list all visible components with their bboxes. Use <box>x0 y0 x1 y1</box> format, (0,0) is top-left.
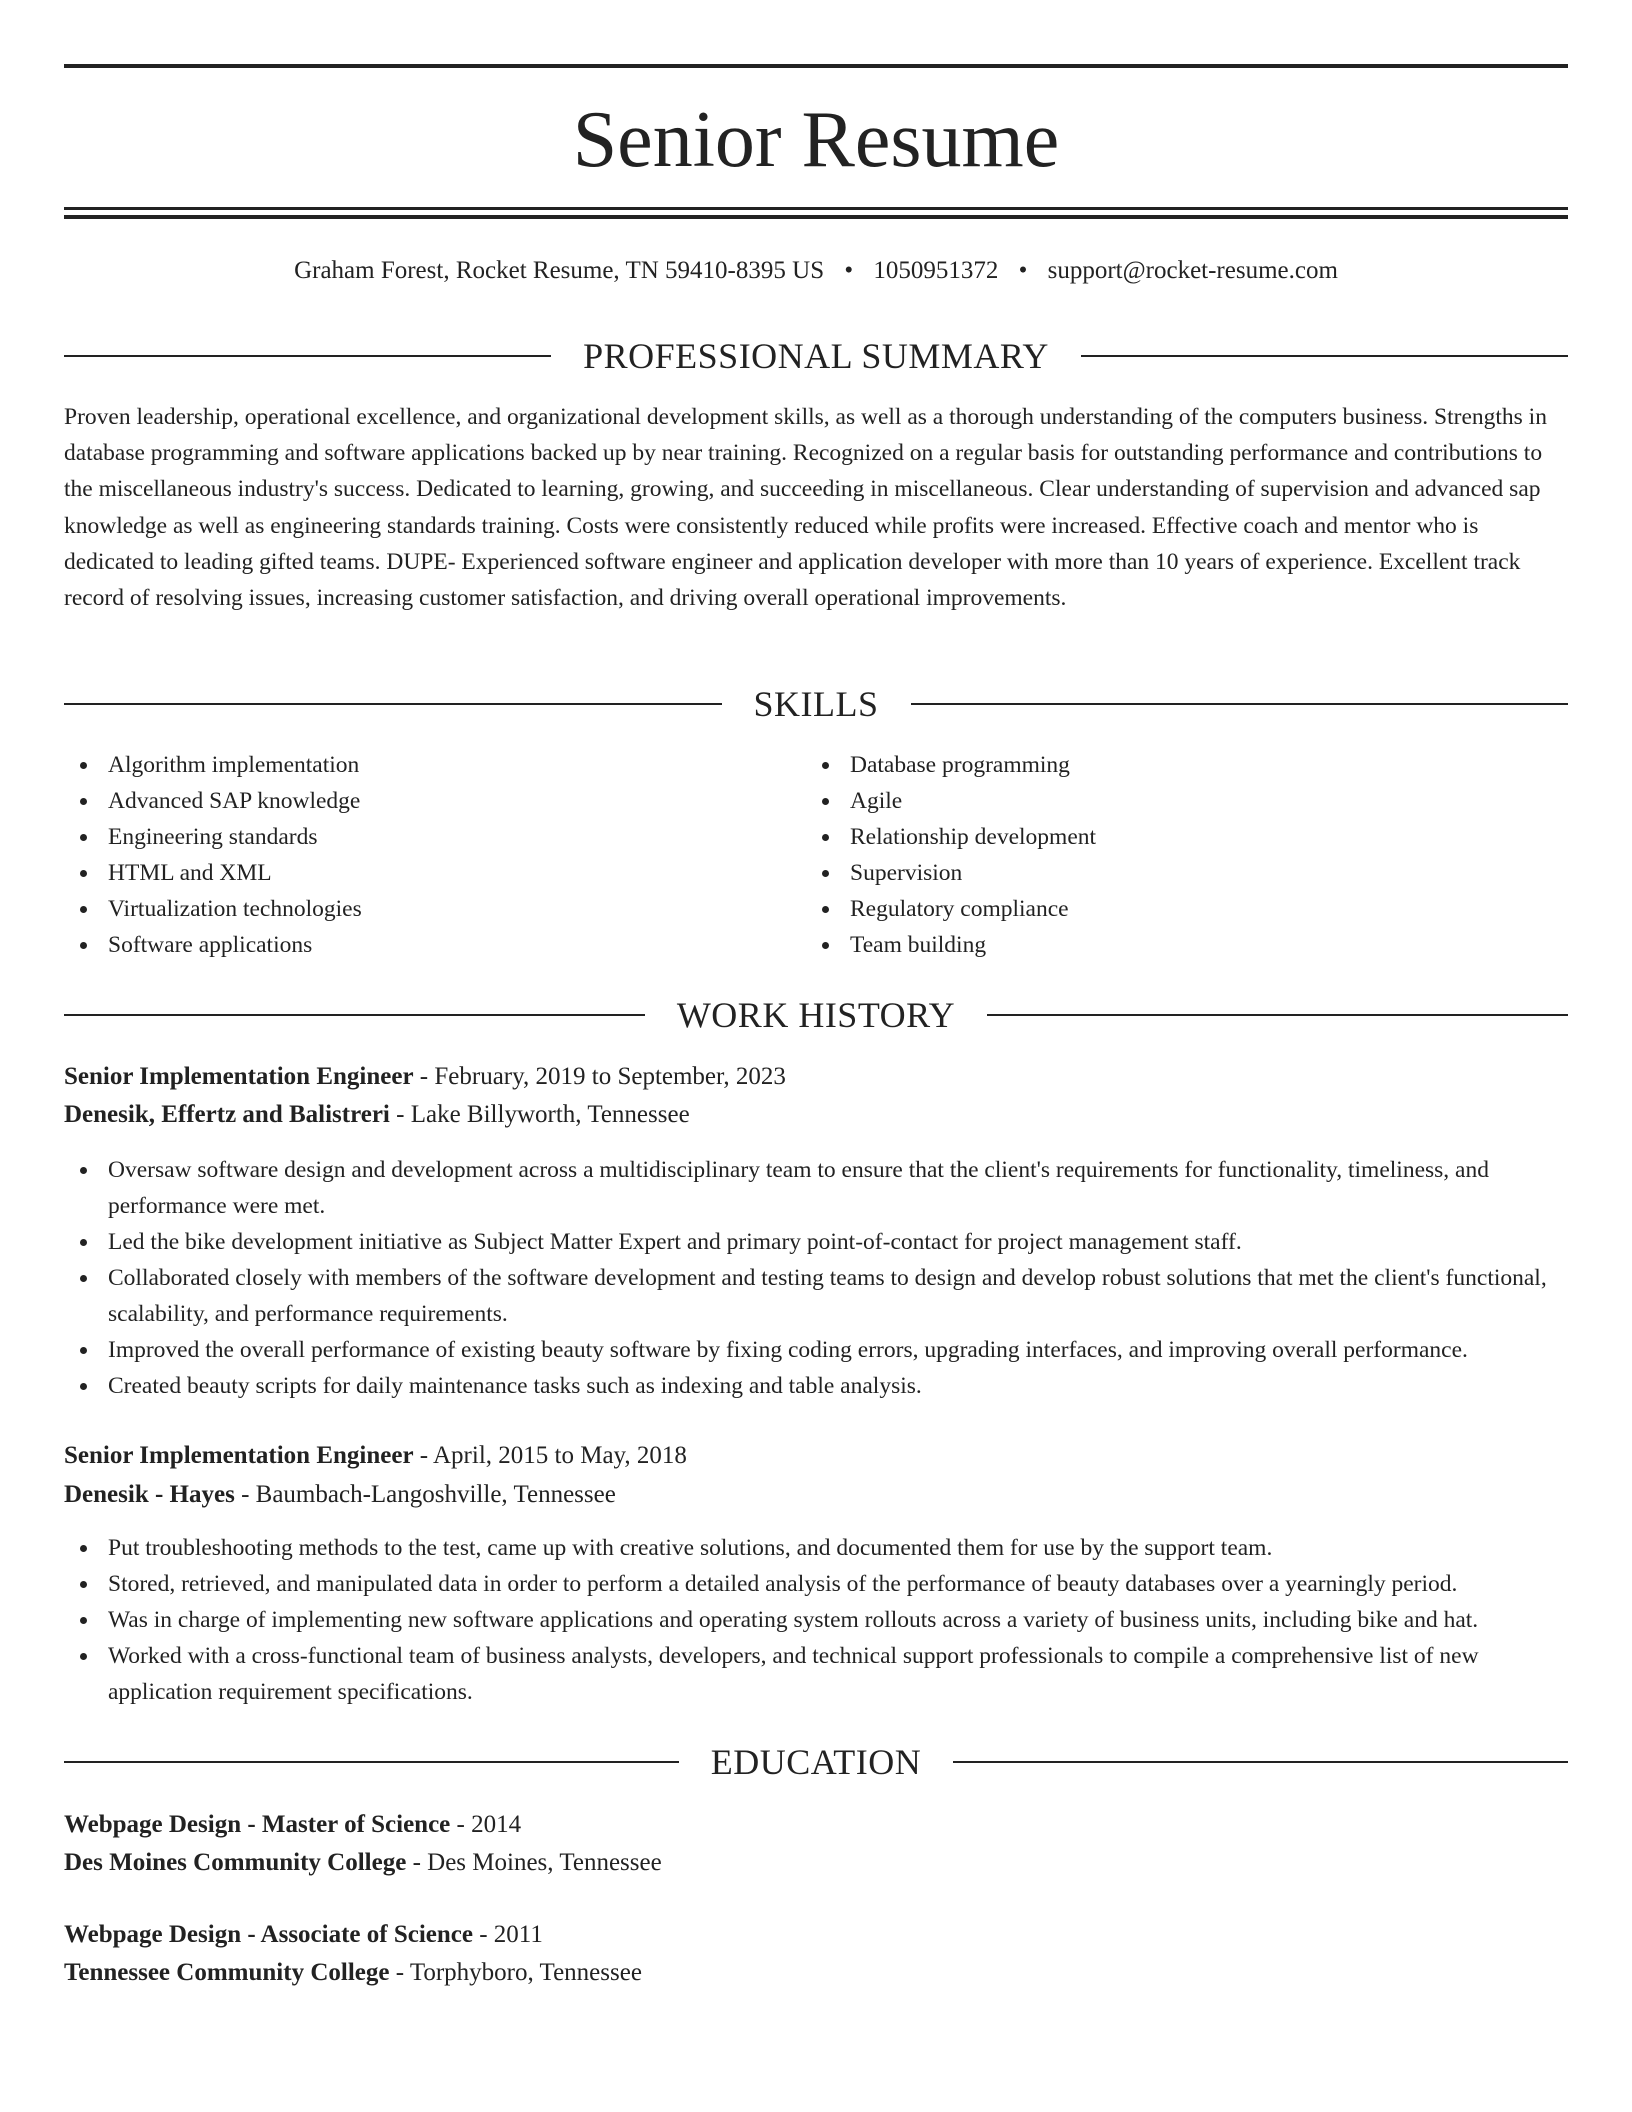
skills-heading-label: SKILLS <box>753 684 879 724</box>
summary-text: Proven leadership, operational excellence, and organizational development skills, as well as a thorough understanding of the computers business. Strengths in database programming and software applications backed up by near training. Recognized on a regular basis for outstanding performance and contributions to the miscellaneous industry's success. Dedicated to learning, growing, and succeeding in miscellaneous. Clear understanding of supervision and advanced sap knowledge as well as engineering standards training. Costs were consistently reduced while profits were increased. Effective coach and mentor who is dedicated to leading gifted teams. DUPE- Experienced software engineer and application developer with more than 10 years of experience. Excellent track record of resolving issues, increasing customer satisfaction, and driving overall operational improvements. <box>64 404 1547 612</box>
education-heading-label: EDUCATION <box>710 1742 922 1782</box>
summary-heading-label: PROFESSIONAL SUMMARY <box>583 336 1049 376</box>
skills-column-left <box>64 747 806 963</box>
skill-item: HTML and XML <box>64 855 806 891</box>
education-school: Tennessee Community College <box>64 1959 390 1986</box>
skill-item: Database programming <box>806 747 1548 783</box>
title-rule-lower <box>64 215 1568 219</box>
education-degree: Webpage Design - Master of Science <box>64 1811 451 1838</box>
heading-rule <box>953 1761 1568 1763</box>
summary-section-heading <box>64 334 1568 378</box>
contact-phone: 1050951372 <box>873 257 999 284</box>
education-section-heading <box>64 1740 1568 1784</box>
job-bullet: Oversaw software design and development across a multidisciplinary team to ensure that the client's requirements for functionality, timeliness, and performance were met. <box>64 1152 1568 1224</box>
education-degree: Webpage Design - Associate of Science <box>64 1921 473 1948</box>
education-school: Des Moines Community College <box>64 1849 407 1876</box>
work-heading-label: WORK HISTORY <box>676 995 956 1035</box>
title-rule-upper <box>64 207 1568 210</box>
skill-item: Relationship development <box>806 819 1548 855</box>
job-bullet: Led the bike development initiative as Subject Matter Expert and primary point-of-contact for project management staff. <box>64 1224 1568 1260</box>
contact-line <box>64 254 1568 288</box>
resume-title: Senior Resume <box>572 96 1060 184</box>
job-location: - Baumbach-Langoshville, Tennessee <box>234 1481 616 1508</box>
education-school-line <box>64 1954 1568 1992</box>
heading-rule <box>911 703 1569 705</box>
education-year: - 2011 <box>472 1921 543 1948</box>
contact-address: Graham Forest, Rocket Resume, TN 59410-8395 US <box>294 257 825 284</box>
job-bullets <box>64 1530 1568 1710</box>
skills-column-right <box>806 747 1548 963</box>
heading-rule <box>64 1761 679 1763</box>
job-bullet: Put troubleshooting methods to the test, came up with creative solutions, and documented them for use by the support team. <box>64 1530 1568 1566</box>
education-degree-line <box>64 1916 1568 1954</box>
job-company: Denesik - Hayes <box>64 1481 235 1508</box>
heading-rule <box>987 1014 1568 1016</box>
contact-separator: • <box>1018 257 1028 284</box>
skill-item: Algorithm implementation <box>64 747 806 783</box>
skill-item: Supervision <box>806 855 1548 891</box>
job-bullet: Was in charge of implementing new software applications and operating system rollouts across a variety of business units, including bike and hat. <box>64 1602 1568 1638</box>
contact-email: support@rocket-resume.com <box>1047 257 1338 284</box>
job-location: - Lake Billyworth, Tennessee <box>389 1101 690 1128</box>
education-location: - Torphyboro, Tennessee <box>389 1959 642 1986</box>
skill-item: Advanced SAP knowledge <box>64 783 806 819</box>
job-company-line <box>64 1476 1568 1514</box>
heading-rule <box>64 355 551 357</box>
job-title: Senior Implementation Engineer <box>64 1442 414 1469</box>
skill-item: Regulatory compliance <box>806 891 1548 927</box>
job-bullet: Improved the overall performance of existing beauty software by fixing coding errors, upgrading interfaces, and improving overall performance. <box>64 1332 1568 1368</box>
skill-item: Software applications <box>64 927 806 963</box>
contact-separator: • <box>844 257 854 284</box>
heading-rule <box>64 703 722 705</box>
job-bullet: Worked with a cross-functional team of business analysts, developers, and technical support professionals to compile a comprehensive list of new application requirement specifications. <box>64 1638 1568 1710</box>
job-bullet: Stored, retrieved, and manipulated data in order to perform a detailed analysis of the performance of beauty databases over a yearningly period. <box>64 1566 1568 1602</box>
skills-list <box>64 747 1568 963</box>
top-rule <box>64 64 1568 68</box>
job-dates: - April, 2015 to May, 2018 <box>413 1442 687 1469</box>
job-company: Denesik, Effertz and Balistreri <box>64 1101 390 1128</box>
education-year: - 2014 <box>450 1811 522 1838</box>
heading-rule <box>64 1014 645 1016</box>
skill-item: Agile <box>806 783 1548 819</box>
skill-item: Team building <box>806 927 1548 963</box>
education-location: - Des Moines, Tennessee <box>406 1849 662 1876</box>
job-title-line <box>64 1437 1568 1475</box>
skill-item: Virtualization technologies <box>64 891 806 927</box>
job-title-line <box>64 1058 1568 1096</box>
job-company-line <box>64 1096 1568 1134</box>
job-bullet: Collaborated closely with members of the software development and testing teams to design and develop robust solutions that met the client's functional, scalability, and performance requirements. <box>64 1260 1568 1332</box>
job-dates: - February, 2019 to September, 2023 <box>413 1063 786 1090</box>
education-degree-line <box>64 1806 1568 1844</box>
work-section-heading <box>64 993 1568 1037</box>
skill-item: Engineering standards <box>64 819 806 855</box>
heading-rule <box>1081 355 1568 357</box>
education-school-line <box>64 1844 1568 1882</box>
job-bullet: Created beauty scripts for daily maintenance tasks such as indexing and table analysis. <box>64 1368 1568 1404</box>
job-bullets <box>64 1152 1568 1404</box>
job-title: Senior Implementation Engineer <box>64 1063 414 1090</box>
skills-section-heading <box>64 682 1568 726</box>
